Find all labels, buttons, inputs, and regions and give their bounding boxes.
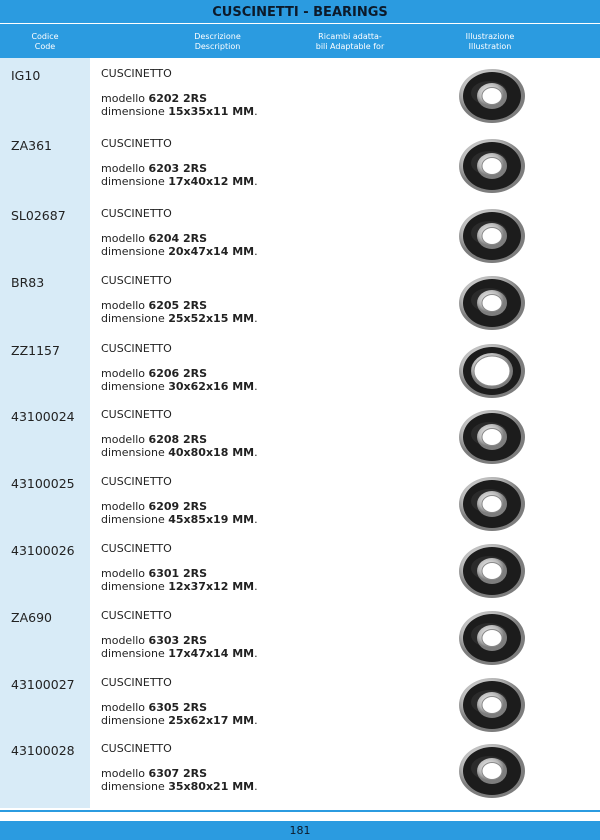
model-label: modello xyxy=(101,92,146,105)
product-model xyxy=(101,299,207,312)
product-name: CUSCINETTO xyxy=(101,207,172,220)
product-model xyxy=(101,634,207,647)
product-dimension: dimensione 35x80x21 MM. xyxy=(101,780,258,793)
table-row xyxy=(0,605,600,672)
product-model xyxy=(101,92,207,105)
dimension-value: 35x80x21 MM xyxy=(168,780,255,793)
product-name: CUSCINETTO xyxy=(101,609,172,622)
product-model xyxy=(101,367,207,380)
table-row xyxy=(0,338,600,405)
product-model xyxy=(101,567,207,580)
bearing-illustration xyxy=(456,609,528,667)
model-label: modello xyxy=(101,567,146,580)
model-value: 6301 2RS xyxy=(148,567,208,580)
table-row xyxy=(0,404,600,471)
product-code: ZA690 xyxy=(11,610,52,625)
product-code: 43100026 xyxy=(11,543,75,558)
model-value: 6202 2RS xyxy=(148,92,208,105)
dimension-value: 25x62x17 MM xyxy=(168,714,255,727)
dimension-label: dimensione xyxy=(101,312,165,325)
dimension-value: 30x62x16 MM xyxy=(168,380,255,393)
dimension-label: dimensione xyxy=(101,714,165,727)
table-row xyxy=(0,63,600,130)
table-row xyxy=(0,133,600,200)
product-dimension: dimensione 40x80x18 MM. xyxy=(101,446,258,459)
model-label: modello xyxy=(101,232,146,245)
dimension-value: 40x80x18 MM xyxy=(168,446,255,459)
product-name: CUSCINETTO xyxy=(101,475,172,488)
product-code: 43100024 xyxy=(11,409,75,424)
bearing-illustration xyxy=(456,542,528,600)
page-title: CUSCINETTI - BEARINGS xyxy=(0,0,600,23)
product-model xyxy=(101,500,207,513)
header-illustration: Illustrazione Illustration xyxy=(465,32,515,51)
table-row xyxy=(0,270,600,337)
dimension-label: dimensione xyxy=(101,175,165,188)
product-code: ZA361 xyxy=(11,138,52,153)
model-label: modello xyxy=(101,767,146,780)
bearing-illustration xyxy=(456,342,528,400)
bearing-illustration xyxy=(456,137,528,195)
table-row xyxy=(0,538,600,605)
header-code: Codice Code xyxy=(31,32,59,51)
bearing-illustration xyxy=(456,67,528,125)
product-dimension: dimensione 15x35x11 MM. xyxy=(101,105,258,118)
product-dimension: dimensione 45x85x19 MM. xyxy=(101,513,258,526)
product-name: CUSCINETTO xyxy=(101,676,172,689)
product-code: 43100025 xyxy=(11,476,75,491)
dimension-value: 15x35x11 MM xyxy=(168,105,255,118)
model-label: modello xyxy=(101,433,146,446)
bearing-illustration xyxy=(456,742,528,800)
header-description: Descrizione Description xyxy=(194,32,241,51)
dimension-value: 45x85x19 MM xyxy=(168,513,255,526)
product-code: 43100028 xyxy=(11,743,75,758)
dimension-label: dimensione xyxy=(101,105,165,118)
product-name: CUSCINETTO xyxy=(101,274,172,287)
product-model xyxy=(101,701,207,714)
model-value: 6305 2RS xyxy=(148,701,208,714)
dimension-value: 20x47x14 MM xyxy=(168,245,255,258)
product-model xyxy=(101,232,207,245)
dimension-label: dimensione xyxy=(101,380,165,393)
model-value: 6209 2RS xyxy=(148,500,208,513)
bearing-illustration xyxy=(456,274,528,332)
dimension-label: dimensione xyxy=(101,245,165,258)
product-dimension: dimensione 17x47x14 MM. xyxy=(101,647,258,660)
dimension-value: 17x40x12 MM xyxy=(168,175,255,188)
bearing-illustration xyxy=(456,475,528,533)
product-dimension: dimensione 20x47x14 MM. xyxy=(101,245,258,258)
product-code: BR83 xyxy=(11,275,45,290)
product-code: ZZ1157 xyxy=(11,343,60,358)
model-label: modello xyxy=(101,500,146,513)
table-header xyxy=(0,24,600,58)
table-row xyxy=(0,672,600,739)
table-row xyxy=(0,471,600,538)
dimension-value: 25x52x15 MM xyxy=(168,312,255,325)
bearing-illustration xyxy=(456,207,528,265)
model-value: 6208 2RS xyxy=(148,433,208,446)
dimension-label: dimensione xyxy=(101,780,165,793)
product-dimension: dimensione 30x62x16 MM. xyxy=(101,380,258,393)
model-label: modello xyxy=(101,367,146,380)
table-row xyxy=(0,738,600,805)
dimension-label: dimensione xyxy=(101,580,165,593)
product-dimension: dimensione 17x40x12 MM. xyxy=(101,175,258,188)
dimension-label: dimensione xyxy=(101,446,165,459)
product-code: SL02687 xyxy=(11,208,66,223)
model-value: 6206 2RS xyxy=(148,367,208,380)
product-name: CUSCINETTO xyxy=(101,542,172,555)
model-label: modello xyxy=(101,162,146,175)
product-dimension: dimensione 25x52x15 MM. xyxy=(101,312,258,325)
table-row xyxy=(0,203,600,270)
model-label: modello xyxy=(101,701,146,714)
bearing-illustration xyxy=(456,676,528,734)
product-dimension: dimensione 25x62x17 MM. xyxy=(101,714,258,727)
product-name: CUSCINETTO xyxy=(101,742,172,755)
product-code: IG10 xyxy=(11,68,41,83)
model-label: modello xyxy=(101,634,146,647)
bearing-illustration xyxy=(456,408,528,466)
dimension-value: 17x47x14 MM xyxy=(168,647,255,660)
product-name: CUSCINETTO xyxy=(101,408,172,421)
dimension-value: 12x37x12 MM xyxy=(168,580,255,593)
dimension-label: dimensione xyxy=(101,513,165,526)
product-model xyxy=(101,433,207,446)
model-value: 6307 2RS xyxy=(148,767,208,780)
model-value: 6204 2RS xyxy=(148,232,208,245)
product-name: CUSCINETTO xyxy=(101,137,172,150)
product-name: CUSCINETTO xyxy=(101,342,172,355)
product-name: CUSCINETTO xyxy=(101,67,172,80)
model-label: modello xyxy=(101,299,146,312)
product-dimension: dimensione 12x37x12 MM. xyxy=(101,580,258,593)
bottom-divider xyxy=(0,810,600,812)
product-model xyxy=(101,162,207,175)
model-value: 6303 2RS xyxy=(148,634,208,647)
page-number: 181 xyxy=(0,821,600,840)
product-model xyxy=(101,767,207,780)
model-value: 6205 2RS xyxy=(148,299,208,312)
header-adaptable-for: Ricambi adatta- bili Adaptable for xyxy=(315,32,385,51)
dimension-label: dimensione xyxy=(101,647,165,660)
product-code: 43100027 xyxy=(11,677,75,692)
model-value: 6203 2RS xyxy=(148,162,208,175)
